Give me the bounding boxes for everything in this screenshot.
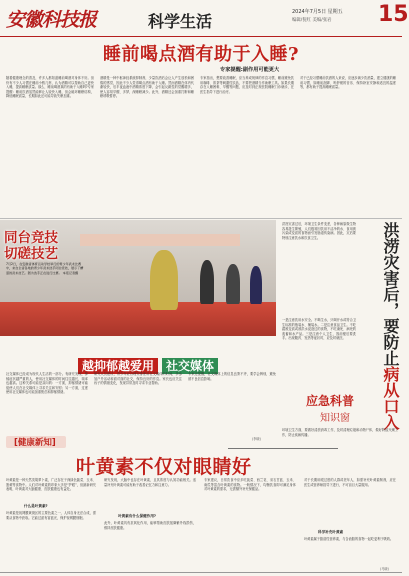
lutein-col3: 专家建议，日常饮食中应多吃菠菜、西兰花、羽衣甘蓝、玉米、南瓜等富含叶黄素的食物。一般情况下，均衡饮食即可满足身体对叶黄素的需求，无需额外补充保健品。 xyxy=(204,478,296,492)
social-media-source: (李晓) xyxy=(252,437,261,441)
editor-credits: 编辑/倪红 美编/张岩 xyxy=(292,18,332,23)
flood-article-text3: 环境卫生方面，要做好清淤消毒工作，及时清理垃圾和动物尸体，做好防蚊灭蝇工作，防止疾病传播。 xyxy=(282,428,398,437)
social-media-text-mid: 研究人员建议，青少年应合理安排使用社交媒体的时间，多参加户外活动和面对面的社交，保持良好的作息。家长也应关注孩子的情绪变化，发现异常及时寻求专业帮助。 xyxy=(94,372,182,386)
main-article-col2: 酒精是一种中枢神经系统抑制剂，少量饮酒后会让人产生放松和困倦的感觉，因此不少人觉得喝点酒有助于入睡。然而酒精在体内代谢较快，后半夜血液中酒精浓度下降，会引起反跳性的觉醒增多，使人容易早醒、多梦，深睡眠减少。此外，酒精还会加重打鼾和睡眠呼吸暂停。 xyxy=(100,76,194,99)
lutein-col4b: 叶黄素属于脂溶性营养素，与含油脂的食物一起吃更利于吸收。 xyxy=(304,537,394,541)
lutein-col1: 叶黄素是一种天然类胡萝卜素，广泛存在于深绿色蔬菜、玉米、蛋黄等食物中。人们对叶黄素的印象大多是“护眼”，但最新研究表明，叶黄素对大脑健康、皮肤健康也有益处。 xyxy=(6,478,96,492)
lutein-subhead3: 科学补充叶黄素 xyxy=(318,530,344,534)
lutein-col1b: 叶黄素是视网膜黄斑区的主要色素之一，人体自身无法合成，需要从食物中获取。它能过滤有害蓝光，保护视网膜细胞。 xyxy=(6,511,96,520)
lutein-article-title: 叶黄素不仅对眼睛好 xyxy=(76,456,252,478)
footer-rule xyxy=(0,572,402,573)
emergency-science-badge xyxy=(300,392,368,426)
flood-title-emph: 病从口入 xyxy=(381,366,400,430)
page-number: 15 xyxy=(378,2,409,27)
lutein-source: (马晓) xyxy=(380,567,389,571)
social-media-text-right: 专家还提醒，社交媒体上的信息良莠不齐，要学会辨别，避免被不良信息影响。 xyxy=(188,372,276,381)
main-article-byline: 专家提醒:副作用可能更大 xyxy=(220,67,280,73)
photo-caption-text: 7月2日，在安徽省体育运动学校举行的青少年武术比赛中，来自全省各地的青少年武术选手同台竞技，展示了精湛的武术技艺。图为选手正在进行比赛。 本报记者摄 xyxy=(6,262,84,275)
newspaper-logo: 安徽科技报 xyxy=(6,9,97,31)
lutein-col2b: 此外，叶黄素具有抗氧化作用，能够帮助皮肤抵御紫外线损伤，维持皮肤健康。 xyxy=(104,521,196,530)
kicker-red: 越抑郁越爱用 xyxy=(78,358,158,374)
flood-article-text1: 洪涝灾害过后，环境卫生条件变差，各种病原微生物容易滋生繁殖，人们极易因饮用不洁净的水、食用被污染或变质的食物而引发肠道传染病。因此，灾后要特别注意饮水和饮食卫生。 xyxy=(282,222,356,240)
lutein-subhead1: 什么是叶黄素? xyxy=(24,504,48,508)
lutein-subhead2: 叶黄素有什么保健作用? xyxy=(118,514,157,518)
issue-date: 2024年7月5日 星期五 xyxy=(292,9,343,15)
social-media-text-left: 社交媒体已经成为现代人生活的一部分。有研究发现，抑郁症状越严重的人，使用社交媒体的时间往往越长，频率也越高。这种关系可能是双向的：一方面，抑郁情绪可能促使人们在社交媒体上寻求关注和安慰；另一方面，过度使用社交媒体也可能加重焦虑和抑郁情绪。 xyxy=(6,372,88,395)
masthead xyxy=(0,0,409,37)
main-article-col3: 专家指出，想要改善睡眠，应当养成规律的作息习惯，睡前避免饮用咖啡、浓茶等刺激性饮品，不要把酒精当作助眠工具。如果长期存在入睡困难、早醒等问题，应及时到正规医院睡眠门诊就诊，在医生指导下进行治疗。 xyxy=(200,76,294,94)
emergency-label: 应急科普 xyxy=(306,394,355,408)
main-article-col4: 对于已经习惯睡前饮酒的人来说，应逐步减少饮酒量，建立健康的睡前习惯，如睡前泡脚、听舒缓的音乐、保持卧室安静和适宜的温度等，都有助于提高睡眠质量。 xyxy=(300,76,396,90)
kicker-green: 社交媒体 xyxy=(162,358,218,374)
main-article-title: 睡前喝点酒有助于入睡? xyxy=(102,44,300,65)
lutein-col4: 对于长期用眼过度的人群或老年人，如需补充叶黄素制剂，应在医生或营养师指导下进行，不可盲目大量服用。 xyxy=(304,478,396,487)
flood-article-text2: 一是注意饮用水安全。不喝生水，只喝开水或符合卫生标准的瓶装水、桶装水。二是注意食品卫生。不吃腐败变质或被洪水浸泡过的食物，不吃淹死、病死的禽畜和水产品。三是注意个人卫生，饭前便后要洗手。出现腹泻、发热等症状时，应及时就医。 xyxy=(282,318,356,341)
lutein-col2: 研究发现，大脑中也存在叶黄素，且其浓度与认知功能相关。适量补充叶黄素可能有助于改善记忆力和注意力。 xyxy=(104,478,196,487)
section-title: 科学生活 xyxy=(148,12,213,31)
divider xyxy=(0,218,402,219)
title-rule xyxy=(228,448,338,449)
health-news-badge xyxy=(6,436,66,448)
photo-caption-title: 同台竞技 切磋技艺 xyxy=(4,230,58,262)
flood-title-prefix: 洪涝灾害后，要防止 xyxy=(381,222,400,366)
main-article-col1: 随着健康理念的普及，许多人都知道睡前喝酒对身体不好。但仍有不少人习惯在睡前小酌几杯，认为酒精可以帮助自己更快入睡，提高睡眠质量。那么，睡前喝酒真的有助于入睡吗?专家提醒：睡前饮酒虽然能够让人较快入睡，但会破坏睡眠结构，降低睡眠质量，长期如此还可能导致失眠加重。 xyxy=(6,76,94,99)
emergency-sub: 知识窗 xyxy=(320,413,350,424)
health-badge-label: [健康新知] xyxy=(14,438,56,448)
